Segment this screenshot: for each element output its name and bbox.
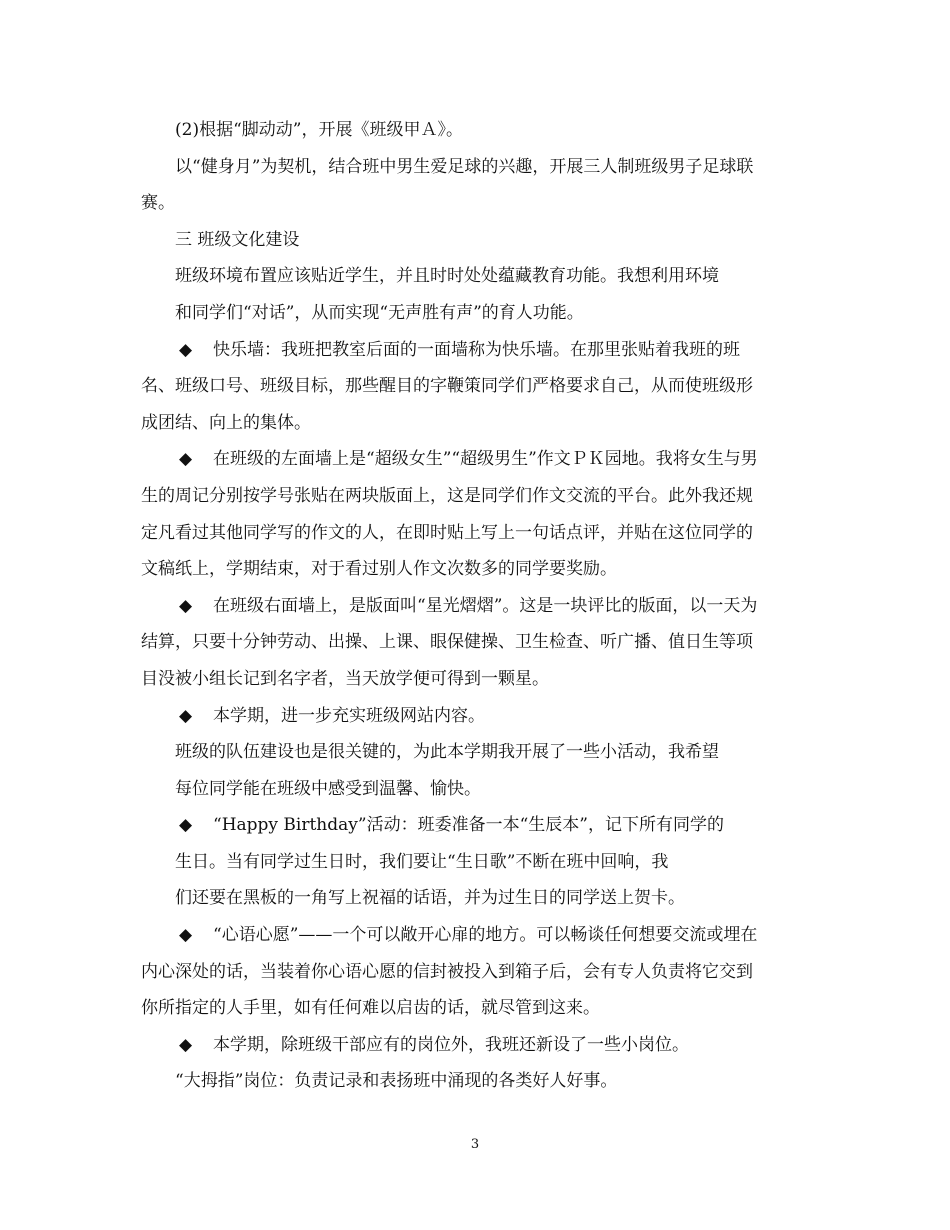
- section-heading: 三 班级文化建设: [175, 229, 300, 250]
- document-body: [141, 112, 811, 1100]
- paragraph-line: 目没被小组长记到名字者，当天放学便可得到一颗星。: [141, 668, 549, 689]
- paragraph-line: 名、班级口号、班级目标，那些醒目的字鞭策同学们严格要求自己，从而使班级形: [141, 376, 753, 397]
- paragraph-line: 成团结、向上的集体。: [141, 412, 311, 433]
- diamond-bullet-icon: ◆: [179, 815, 193, 836]
- bullet-item: [141, 588, 811, 625]
- paragraph-line: 结算，只要十分钟劳动、出操、上课、眼保健操、卫生检查、听广播、值日生等项: [141, 632, 753, 653]
- paragraph-line: 生的周记分别按学号张贴在两块版面上，这是同学们作文交流的平台。此外我还规: [141, 485, 753, 506]
- bullet-text: “Happy Birthday”活动：班委准备一本“生辰本”，记下所有同学的: [213, 815, 724, 836]
- bullet-item: [141, 807, 811, 844]
- paragraph-line: 以“健身月”为契机，结合班中男生爱足球的兴趣，开展三人制班级男子足球联: [175, 156, 754, 177]
- paragraph-line: (2)根据“脚动动”，开展《班级甲Ａ》。: [175, 120, 463, 140]
- diamond-bullet-icon: ◆: [179, 449, 193, 470]
- bullet-item: [141, 1027, 811, 1064]
- paragraph-line: 文稿纸上，学期结束，对于看过别人作文次数多的同学要奖励。: [141, 559, 617, 580]
- paragraph-line: 班级的队伍建设也是很关键的，为此本学期我开展了一些小活动，我希望: [175, 742, 719, 763]
- paragraph-line: 和同学们“对话”，从而实现“无声胜有声”的育人功能。: [175, 302, 584, 323]
- bullet-text: 快乐墙：我班把教室后面的一面墙称为快乐墙。在那里张贴着我班的班: [213, 339, 740, 360]
- paragraph-line: 内心深处的话，当装着你心语心愿的信封被投入到箱子后，会有专人负责将它交到: [141, 961, 753, 982]
- diamond-bullet-icon: ◆: [179, 925, 193, 946]
- bullet-text: 本学期，除班级干部应有的岗位外，我班还新设了一些小岗位。: [213, 1034, 689, 1055]
- diamond-bullet-icon: ◆: [179, 705, 193, 726]
- bullet-item: [141, 332, 811, 369]
- paragraph-line: 定凡看过其他同学写的作文的人，在即时贴上写上一句话点评，并贴在这位同学的: [141, 522, 753, 543]
- diamond-bullet-icon: ◆: [179, 339, 193, 360]
- bullet-item: [141, 441, 811, 478]
- bullet-text: 在班级的左面墙上是“超级女生”“超级男生”作文ＰＫ园地。我将女生与男: [213, 449, 758, 470]
- paragraph-line: 每位同学能在班级中感受到温馨、愉快。: [175, 778, 481, 799]
- paragraph-line: 你所指定的人手里，如有任何难以启齿的话，就尽管到这来。: [141, 998, 600, 1019]
- paragraph-line: 班级环境布置应该贴近学生，并且时时处处蕴藏教育功能。我想利用环境: [175, 266, 719, 287]
- paragraph-line: 赛。: [141, 193, 175, 214]
- bullet-text: “心语心愿”——一个可以敞开心扉的地方。可以畅谈任何想要交流或埋在: [213, 925, 758, 946]
- paragraph-line: “大拇指”岗位：负责记录和表扬班中涌现的各类好人好事。: [175, 1071, 618, 1092]
- bullet-text: 在班级右面墙上，是版面叫“星光熠熠”。这是一块评比的版面，以一天为: [213, 595, 758, 616]
- bullet-item: [141, 698, 811, 735]
- bullet-item: [141, 917, 811, 954]
- paragraph-line: 们还要在黑板的一角写上祝福的话语，并为过生日的同学送上贺卡。: [175, 888, 685, 909]
- page-number: 3: [470, 1137, 480, 1152]
- bullet-text: 本学期，进一步充实班级网站内容。: [213, 705, 485, 726]
- paragraph-line: 生日。当有同学过生日时，我们要让“生日歌”不断在班中回响，我: [175, 851, 669, 872]
- diamond-bullet-icon: ◆: [179, 1034, 193, 1055]
- diamond-bullet-icon: ◆: [179, 595, 193, 616]
